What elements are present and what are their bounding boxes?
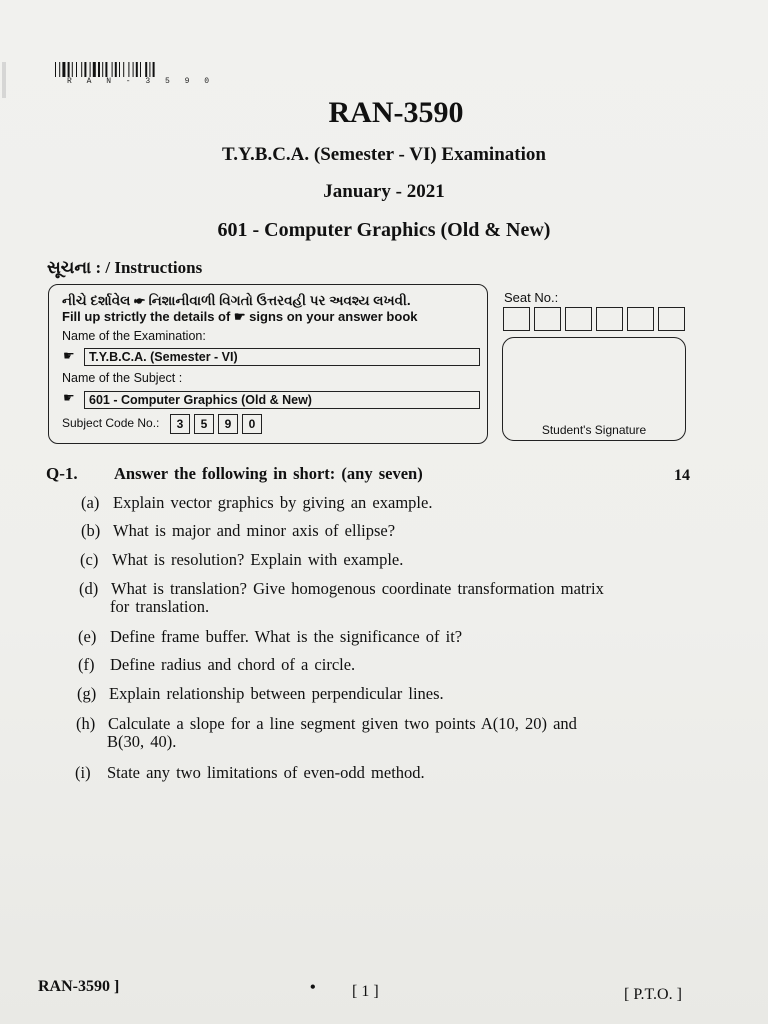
instructions-title: સૂચના : / Instructions [47,258,203,277]
barcode-bar [153,62,155,77]
barcode-bar [105,62,107,77]
code-digit-box: 0 [242,414,262,434]
question-marks: 14 [674,467,690,484]
sub-question-text-continued: for translation. [110,597,210,616]
barcode-image [55,62,187,77]
seat-number-boxes [503,307,689,331]
subject-name-field: 601 - Computer Graphics (Old & New) [84,391,480,409]
barcode-bar [76,62,77,77]
barcode-bar [133,62,134,77]
exam-date-heading: January - 2021 [323,181,445,202]
exam-name-heading: T.Y.B.C.A. (Semester - VI) Examination [222,144,546,165]
subject-name-label: Name of the Subject : [62,371,183,385]
sub-question-text: Explain vector graphics by giving an example. [113,493,433,512]
barcode-bar [90,62,91,77]
barcode-text: R A N - 3 5 9 0 [67,77,215,86]
signature-box [502,337,686,441]
code-digit-box: 5 [194,414,214,434]
barcode-bar [98,62,100,77]
barcode-bar [115,62,117,77]
sub-question-text: Explain relationship between perpendicular lines. [109,684,444,703]
barcode-bar [102,62,103,77]
subject-code-label: Subject Code No.: [62,416,160,430]
question-number: Q-1. [46,464,78,483]
code-digit-box: 3 [170,414,190,434]
footer-page-number: [ 1 ] [352,983,379,1000]
barcode-bar [149,62,150,77]
edge-mark [2,62,6,98]
seat-digit-box [658,307,685,331]
seat-digit-box [596,307,623,331]
code-digit-box: 9 [218,414,238,434]
barcode-bar [55,62,56,77]
instructions-box [48,284,488,444]
sub-question-text: State any two limitations of even-odd method. [107,763,425,782]
seat-digit-box [534,307,561,331]
seat-digit-box [503,307,530,331]
paper-code-title: RAN-3590 [328,96,464,129]
gujarati-instruction: નીચે દર્શાવેલ ☛ નિશાનીવાળી વિગતો ઉત્તરવહી પર અવશ્ય લખવી. [62,293,411,308]
seat-digit-box [565,307,592,331]
barcode-bar [93,62,96,77]
sub-question-text: What is translation? Give homogenous coordinate transformation matrix [111,579,604,598]
sub-question-label: (c) [80,550,99,569]
subject-code-digits [170,414,262,434]
barcode-bar [112,62,113,77]
footer-pto: [ P.T.O. ] [624,986,682,1003]
footer-paper-code: RAN-3590 ] [38,978,120,995]
sub-question-text: What is resolution? Explain with example. [112,550,404,569]
barcode-bar [62,62,65,77]
sub-question-text: Calculate a slope for a line segment given two points A(10, 20) and [108,714,577,733]
barcode-bar [84,62,86,77]
seat-digit-box [627,307,654,331]
english-instruction: Fill up strictly the details of ☛ signs on your answer book [62,309,418,324]
barcode-bar [140,62,141,77]
pointing-hand-icon: ☛ [63,390,75,405]
pointing-hand-icon: ☛ [63,348,75,363]
sub-question-label: (d) [79,579,99,598]
barcode-bar [128,62,129,77]
barcode-bar [136,62,138,77]
seat-number-label: Seat No.: [504,290,559,305]
sub-question-label: (b) [81,521,101,540]
sub-question-label: (f) [78,655,95,674]
barcode-bar [123,62,124,77]
footer-dot: • [310,979,316,996]
sub-question-label: (h) [76,714,96,733]
barcode-bar [119,62,120,77]
sub-question-label: (g) [77,684,97,703]
sub-question-text: Define radius and chord of a circle. [110,655,356,674]
barcode-bar [72,62,73,77]
exam-name-label: Name of the Examination: [62,329,206,343]
sub-question-text-continued: B(30, 40). [107,732,177,751]
question-title: Answer the following in short: (any seven) [114,464,423,483]
sub-question-label: (e) [78,627,97,646]
exam-name-field: T.Y.B.C.A. (Semester - VI) [84,348,480,366]
signature-label: Student's Signature [541,423,647,437]
sub-question-label: (i) [75,763,91,782]
sub-question-text: Define frame buffer. What is the significance of it? [110,627,463,646]
barcode-bar [145,62,147,77]
sub-question-text: What is major and minor axis of ellipse? [113,521,396,540]
barcode-bar [81,62,82,77]
barcode-bar [68,62,70,77]
subject-heading: 601 - Computer Graphics (Old & New) [217,219,551,241]
barcode-bar [59,62,60,77]
sub-question-label: (a) [81,493,100,512]
